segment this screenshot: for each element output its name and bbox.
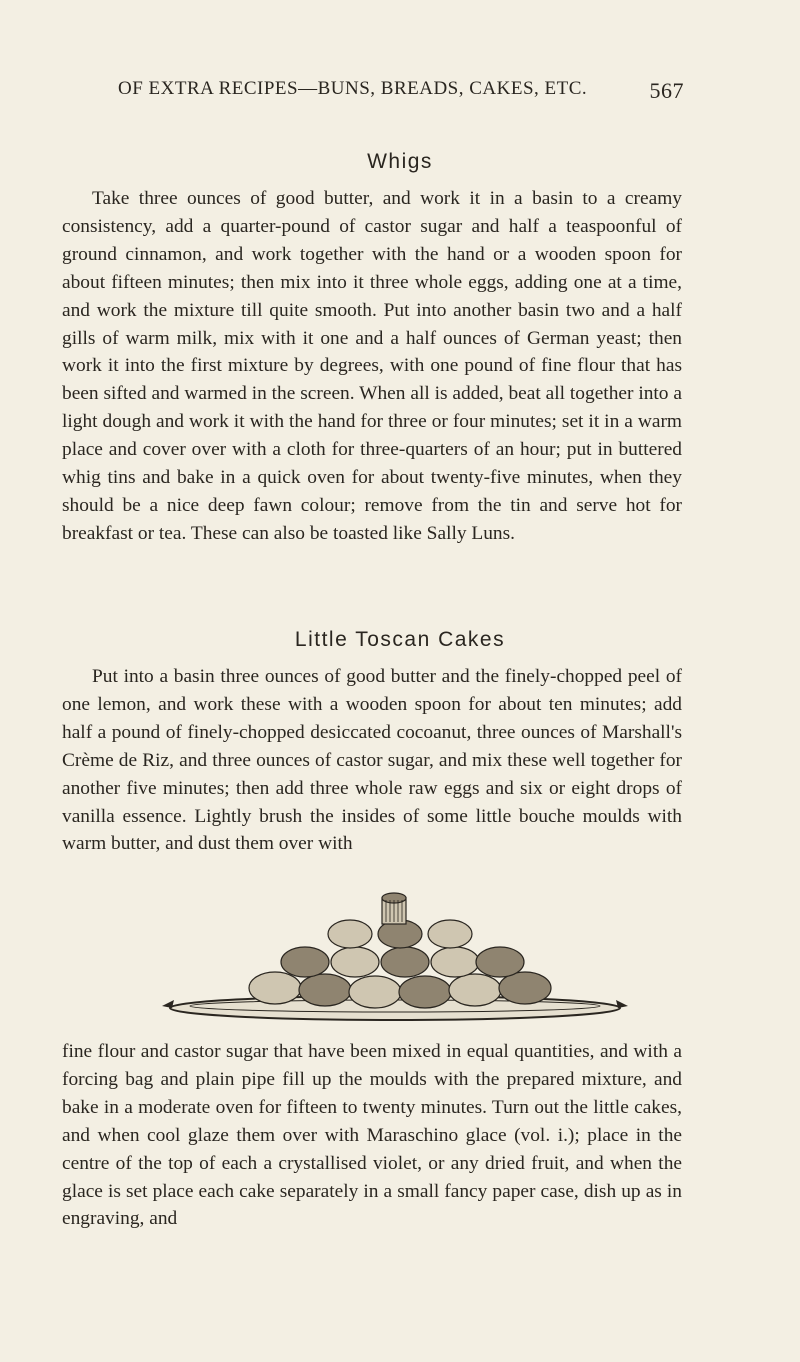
toscan-cakes-heading: Little Toscan Cakes — [294, 628, 506, 651]
toscan-recipe-text-part2: fine flour and castor sugar that have been mixed in equal quantities, and with a forcing bag and plain pipe fill up the moulds with the prepared mixture, and bake in a moderate oven for fifteen to twenty minutes. Turn out the little cakes, and when cool glaze them over with Maraschino glace (vol. i.); place in the centre of the top of each a crystallised violet, or any dried fruit, and when the glace is set place each cake separately in a small fancy paper case, dish up as in engraving, and — [62, 1041, 682, 1230]
whigs-recipe-text: Take three ounces of good butter, and work it in a basin to a creamy consistency, add a quarter-pound of castor sugar and half a teaspoonful of ground cinnamon, and work together with the hand or a wooden spoon for about fifteen minutes; then mix into it three whole eggs, adding one at a time, and work the mixture till quite smooth. Put into another basin two and a half gills of warm milk, mix with it one and a half ounces of German yeast; then work it into the first mixture by degrees, with one pound of fine flour that has been sifted and warmed in the screen. When all is added, beat all together into a light dough and work it with the hand for three or four minutes; set it in a warm place and cover over with a cloth for three-quarters of an hour; put in buttered whig tins and bake in a quick oven for about twenty-five minutes, when they should be a nice deep fawn colour; remove from the tin and serve hot for breakfast or tea. These can also be toasted like Sally Luns. — [62, 188, 682, 544]
running-title: OF EXTRA RECIPES—BUNS, BREADS, CAKES, ETC. — [118, 78, 588, 99]
page-number: 567 — [649, 78, 684, 103]
whigs-heading: Whigs — [367, 150, 433, 173]
toscan-recipe-text-part1: Put into a basin three ounces of good butter and the finely-chopped peel of one lemon, and work these with a wooden spoon for about ten minutes; add half a pound of finely-chopped desiccated cocoanut, three ounces of Marshall's Crème de Riz, and three ounces of castor sugar, and mix these well together for another five minutes; then add three whole raw eggs and six or eight drops of vanilla essence. Lightly brush the insides of some little bouche moulds with warm butter, and dust them over with — [62, 666, 682, 855]
toscan-cakes-engraving — [160, 888, 630, 1028]
page-header — [118, 78, 684, 108]
